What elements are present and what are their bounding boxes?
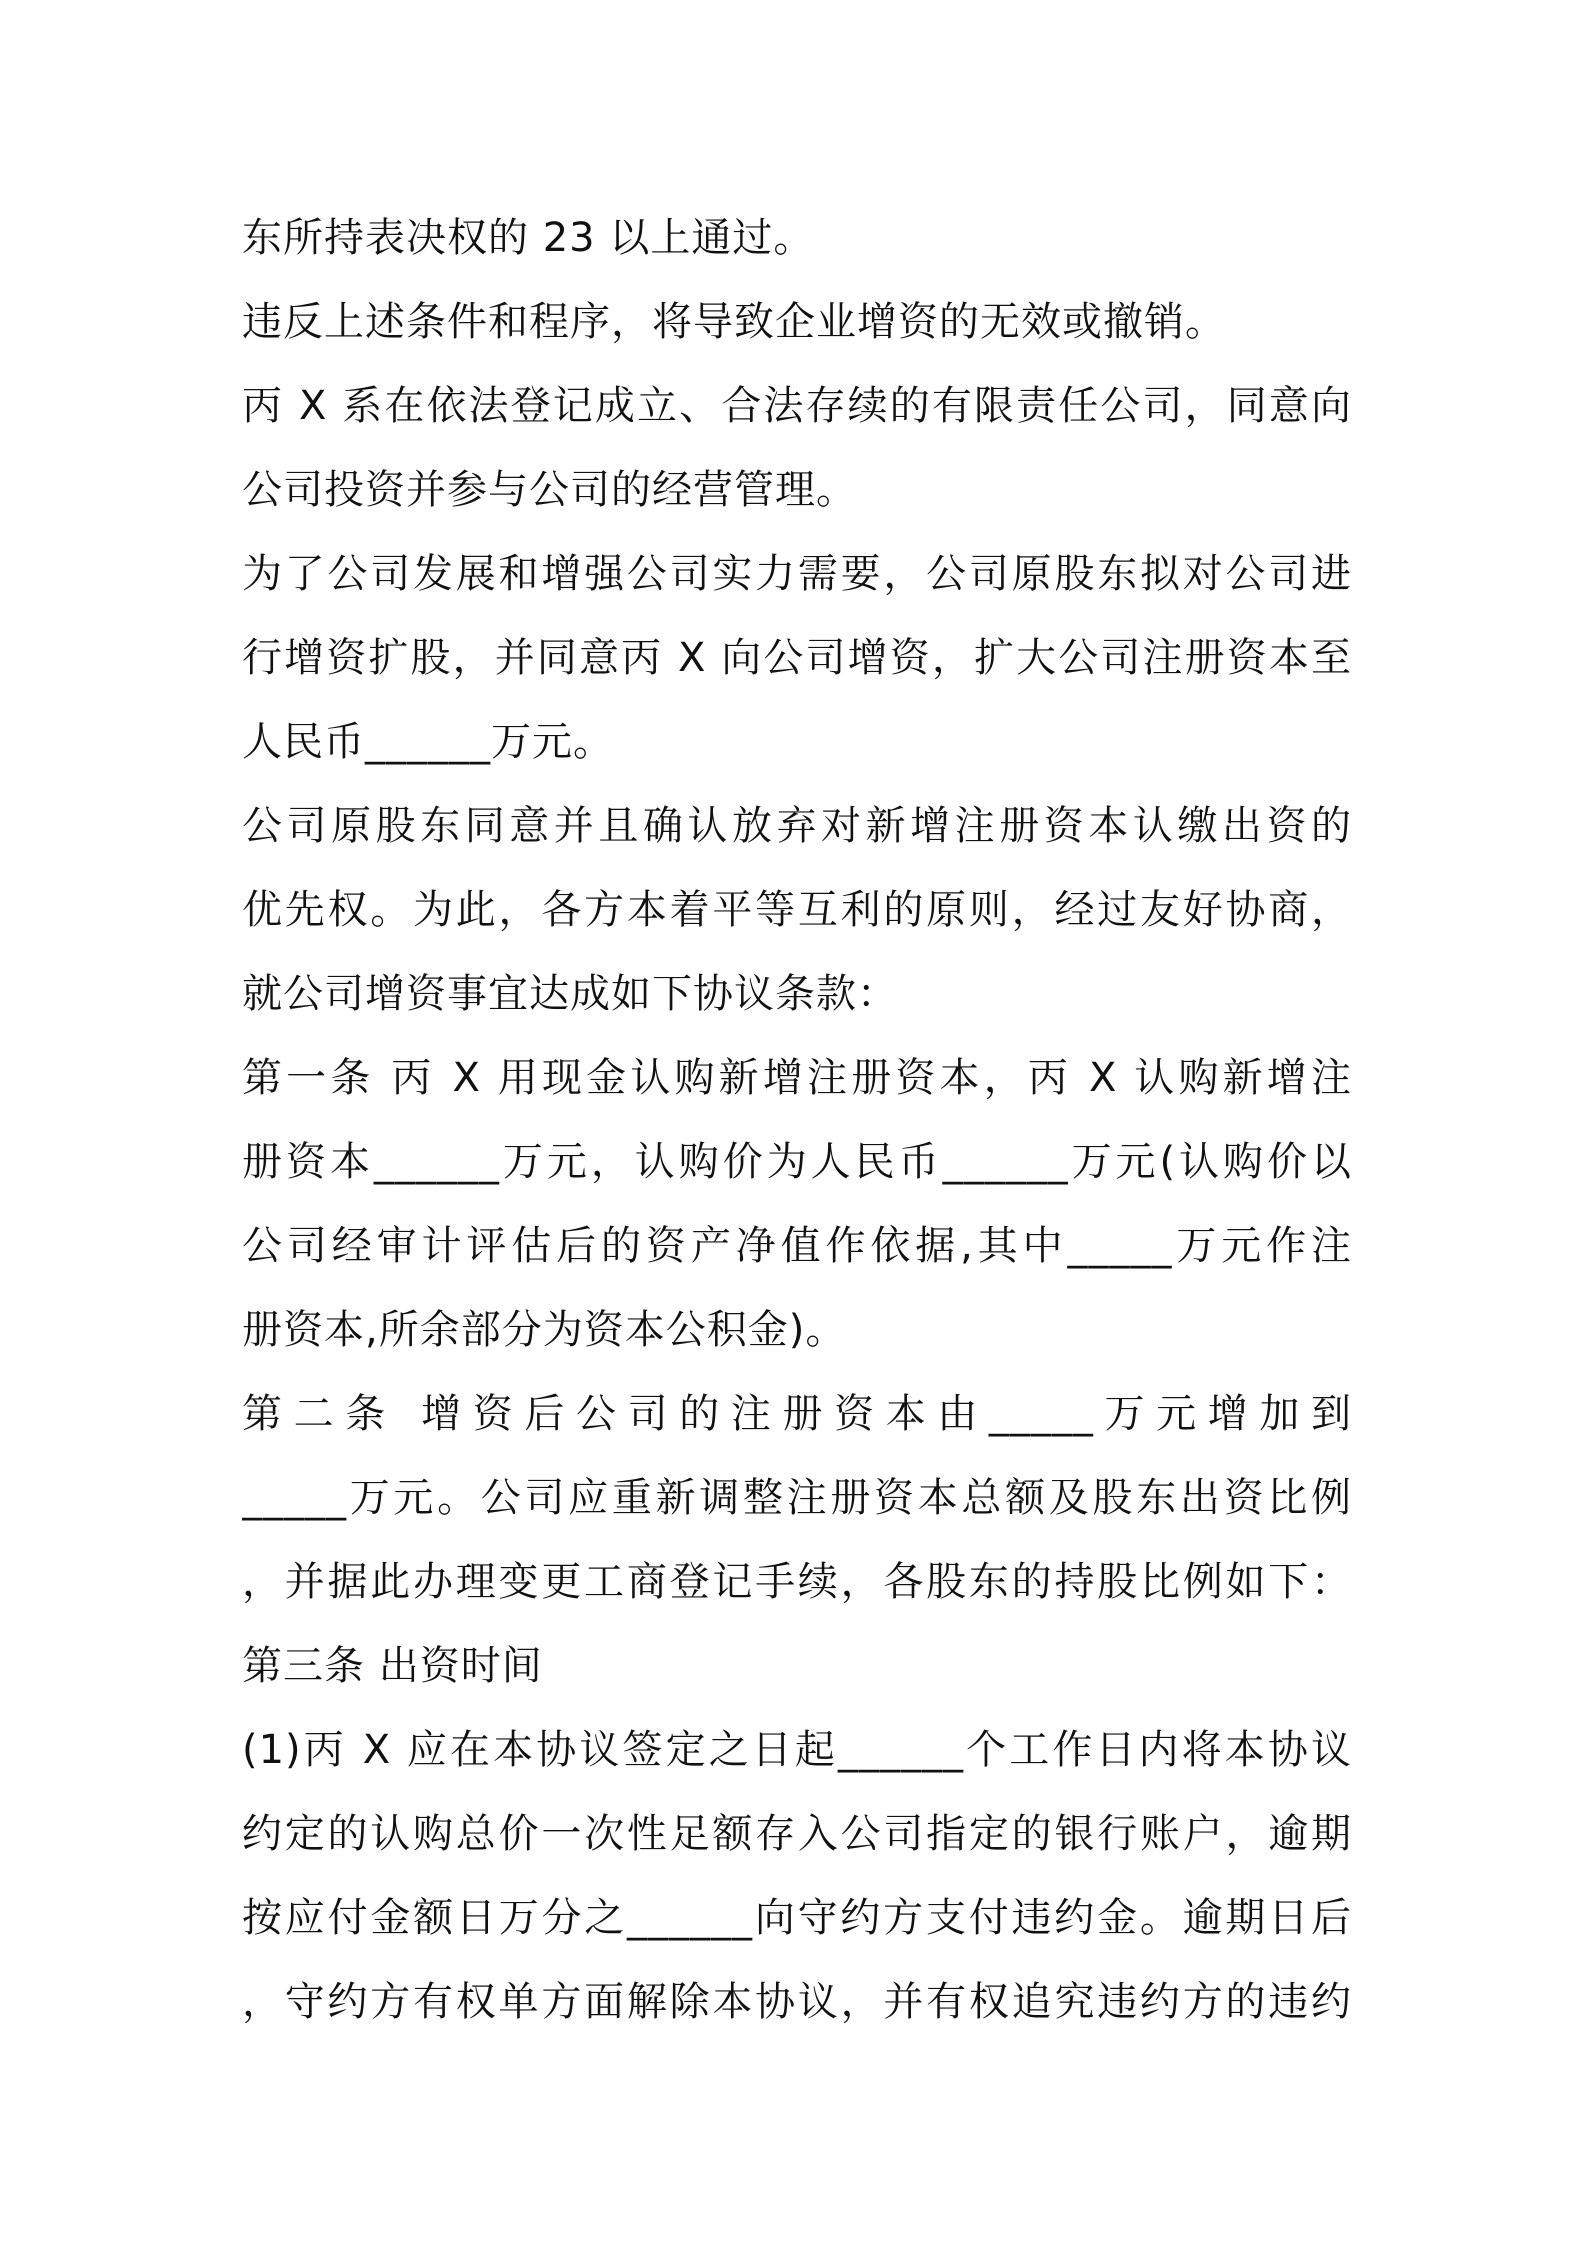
text-line: (1)丙 X 应在本协议签定之日起______个工作日内将本协议 — [242, 1727, 1352, 1773]
text-line: 公司原股东同意并且确认放弃对新增注册资本认缴出资的 — [242, 803, 1352, 849]
document-body — [242, 196, 1352, 2044]
text-line: 行增资扩股，并同意丙 X 向公司增资，扩大公司注册资本至 — [242, 635, 1352, 681]
text-line: 公司投资并参与公司的经营管理。 — [242, 467, 857, 513]
text-line: _____万元。公司应重新调整注册资本总额及股东出资比例 — [242, 1475, 1352, 1521]
text-line: 为了公司发展和增强公司实力需要，公司原股东拟对公司进 — [242, 551, 1352, 597]
text-line: 就公司增资事宜达成如下协议条款： — [242, 971, 898, 1017]
text-line: 公司经审计评估后的资产净值作依据,其中_____万元作注 — [242, 1223, 1352, 1269]
text-line: 册资本______万元，认购价为人民币______万元(认购价以 — [242, 1139, 1352, 1185]
text-line: 第三条 出资时间 — [242, 1643, 543, 1689]
text-line: 违反上述条件和程序，将导致企业增资的无效或撤销。 — [242, 299, 1226, 345]
text-line: ，守约方有权单方面解除本协议，并有权追究违约方的违约 — [242, 1979, 1352, 2025]
text-line: 丙 X 系在依法登记成立、合法存续的有限责任公司，同意向 — [242, 383, 1352, 429]
text-line: 第一条 丙 X 用现金认购新增注册资本，丙 X 认购新增注 — [242, 1055, 1352, 1101]
text-line: 按应付金额日万分之______向守约方支付违约金。逾期日后 — [242, 1895, 1352, 1941]
text-line: ，并据此办理变更工商登记手续，各股东的持股比例如下： — [242, 1559, 1352, 1605]
text-line: 册资本,所余部分为资本公积金)。 — [242, 1307, 847, 1353]
text-line: 优先权。为此，各方本着平等互利的原则，经过友好协商， — [242, 887, 1352, 933]
text-line: 东所持表决权的 23 以上通过。 — [242, 215, 815, 261]
text-line: 第二条 增资后公司的注册资本由_____万元增加到 — [242, 1391, 1352, 1437]
text-line: 人民币______万元。 — [242, 719, 614, 765]
text-line: 约定的认购总价一次性足额存入公司指定的银行账户，逾期 — [242, 1811, 1352, 1857]
